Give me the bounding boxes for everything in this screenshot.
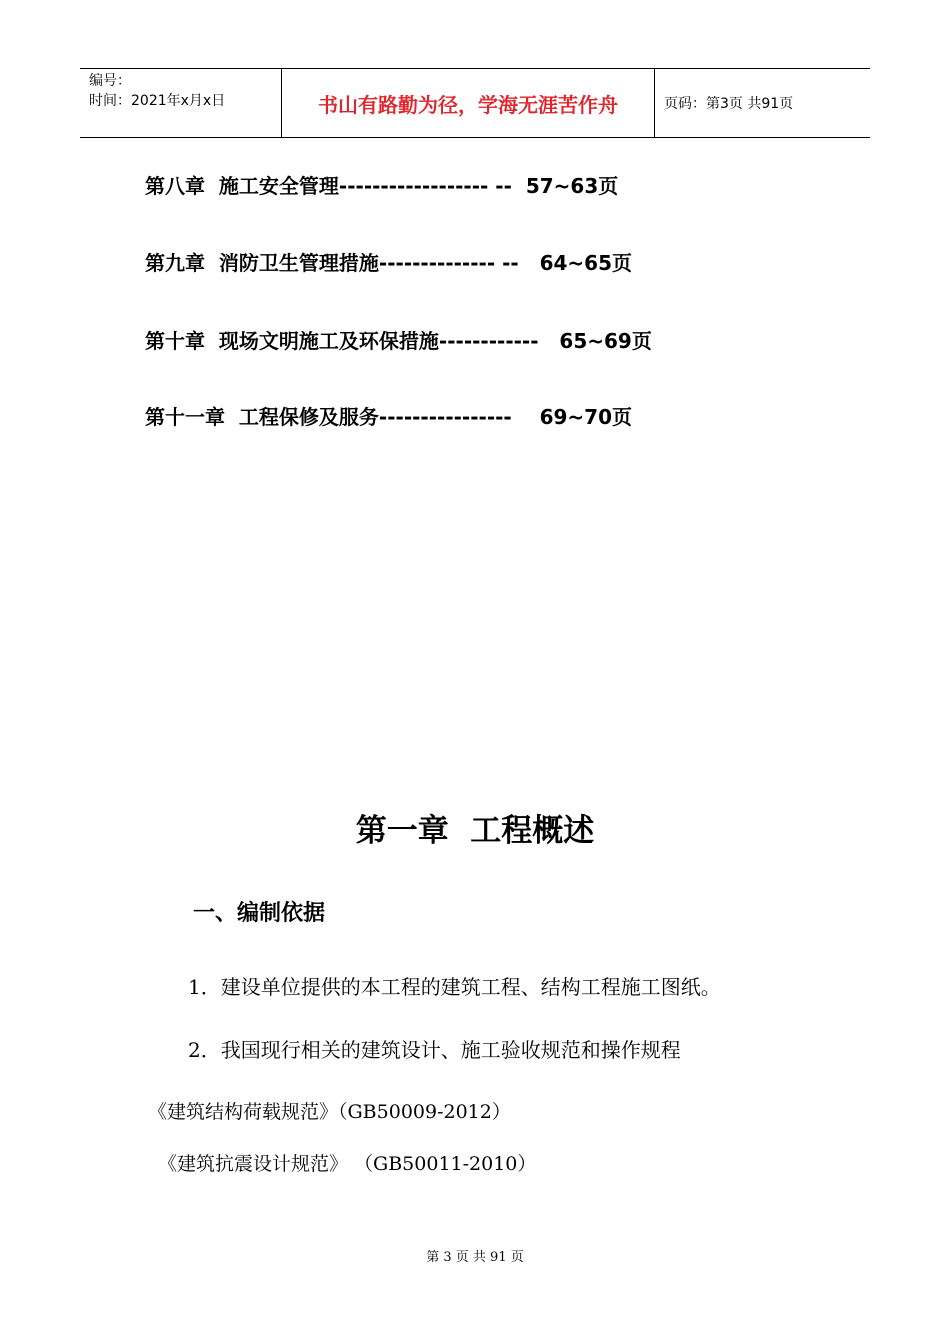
section-title: 一、编制依据	[193, 901, 326, 926]
toc-entry-chapter-11: 第十一章 工程保修及服务---------------- 69~70页	[145, 405, 633, 429]
header-motto: 书山有路勤为径，学海无涯苦作舟	[281, 69, 655, 137]
chapter-title: 第一章 工程概述	[355, 813, 595, 849]
page-footer: 第 3 页 共 91 页	[426, 1250, 524, 1265]
standard-load-code: 《建筑结构荷载规范》（GB50009-2012）	[148, 1101, 511, 1123]
header-meta	[80, 69, 281, 137]
toc-entry-chapter-8: 第八章 施工安全管理------------------ -- 57~63页	[145, 174, 619, 198]
toc-entry-chapter-9: 第九章 消防卫生管理措施-------------- -- 64~65页	[145, 251, 633, 275]
standard-seismic-code: 《建筑抗震设计规范》 （GB50011-2010）	[158, 1153, 537, 1175]
paragraph-item-2: 2．我国现行相关的建筑设计、施工验收规范和操作规程	[188, 1038, 681, 1062]
paragraph-item-1: 1．建设单位提供的本工程的建筑工程、结构工程施工图纸。	[188, 975, 721, 999]
header-page-info: 页码：第3页 共91页	[664, 96, 794, 112]
header-time-label: 时间：2021年x月x日	[89, 93, 226, 109]
header-number-label: 编号：	[89, 73, 131, 89]
toc-entry-chapter-10: 第十章 现场文明施工及环保措施------------ 65~69页	[145, 329, 652, 353]
page-header	[80, 68, 870, 138]
